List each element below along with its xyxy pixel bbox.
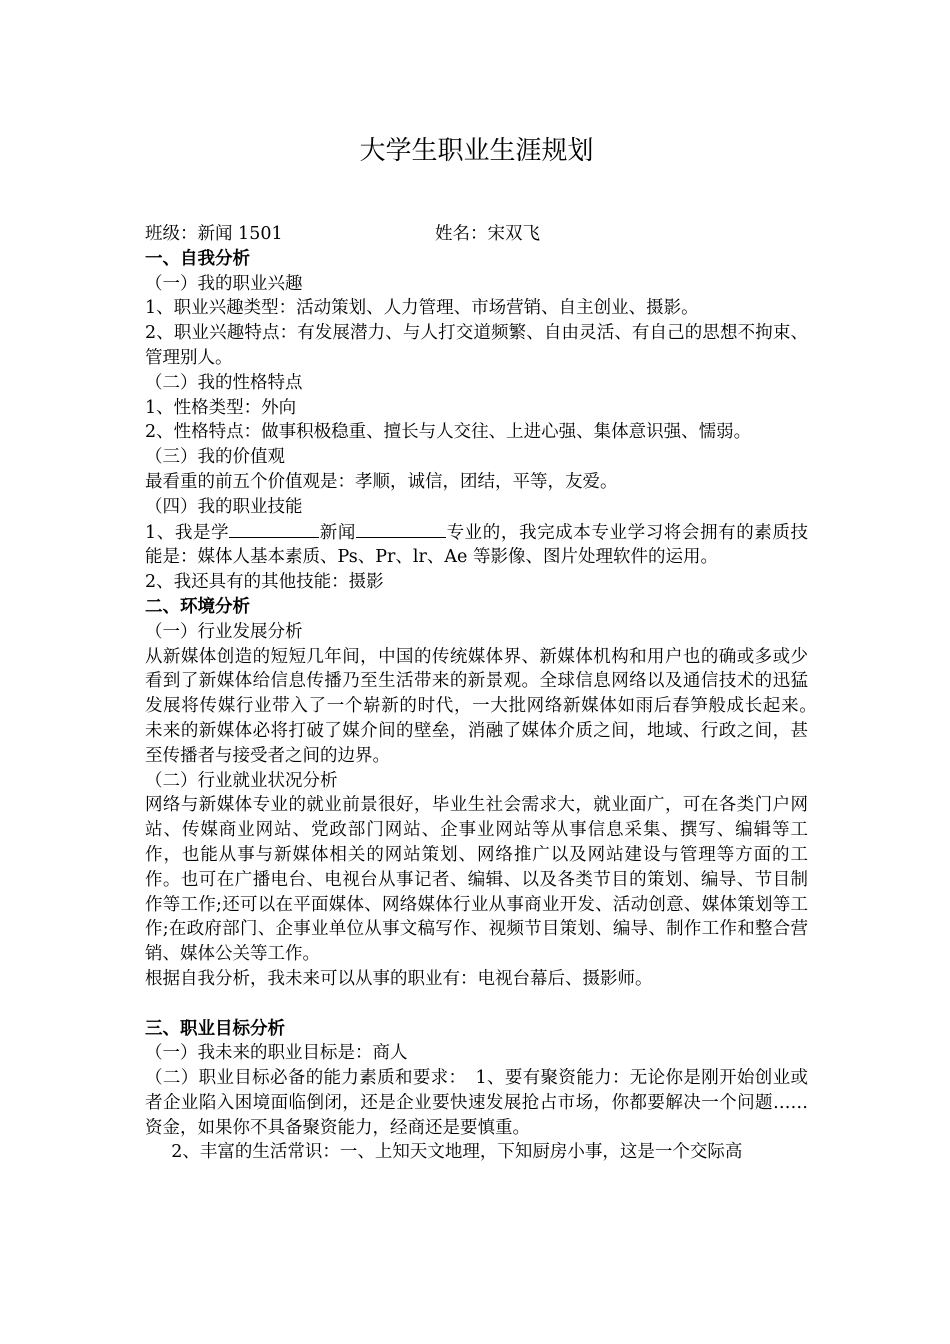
paragraph-skills — [145, 520, 808, 571]
blank-line — [145, 992, 808, 1017]
subheading-skills: （四）我的职业技能 — [145, 496, 303, 517]
paragraph: （二）职业目标必备的能力素质和要求： 1、要有聚资能力：无论你是刚开始创业或者企业陷入困境面临倒闭，还是企业要快速发展抢占市场，你都要解决一个问题……资金，如果你不具备聚资能力，经商还是要慎重。 — [145, 1068, 808, 1138]
paragraph: 2、丰富的生活常识：一、上知天文地理，下知厨房小事，这是一个交际高 — [171, 1142, 743, 1163]
subheading-goal: （一）我未来的职业目标是：商人 — [145, 1043, 408, 1064]
blank-underline — [356, 520, 446, 538]
subheading-values: （三）我的价值观 — [145, 447, 285, 468]
blank-underline — [229, 520, 319, 538]
paragraph: 网络与新媒体专业的就业前景很好，毕业生社会需求大，就业面广，可在各类门户网站、传媒商业网站、党政部门网站、企事业网站等从事信息采集、撰写、编辑等工作，也能从事与新媒体相关的网站策划、网络推广以及网站建设与管理等方面的工作。也可在广播电台、电视台从事记者、编辑、以及各类节目的策划、编导、节目制作等工作;还可以在平面媒体、网络媒体行业从事商业开发、活动创意、媒体策划等工作;在政府部门、企事业单位从事文稿写作、视频节目策划、编导、制作工作和整合营销、媒体公关等工作。 — [145, 795, 808, 965]
subheading-personality: （二）我的性格特点 — [145, 372, 303, 393]
paragraph: 1、职业兴趣类型：活动策划、人力管理、市场营销、自主创业、摄影。 — [145, 298, 699, 319]
skills-rest: 专业的，我完成本专业学习将会拥有的素质技能是：媒体人基本素质、Ps、Pr、lr、Ae 等影像、图片处理软件的运用。 — [145, 522, 809, 568]
section-heading-self-analysis: 一、自我分析 — [145, 248, 250, 269]
paragraph: 最看重的前五个价值观是：孝顺，诚信，团结，平等，友爱。 — [145, 471, 618, 492]
subheading-employment: （二）行业就业状况分析 — [145, 770, 338, 791]
major-name: 新闻 — [319, 522, 356, 543]
document-body — [145, 222, 826, 1165]
paragraph: 2、职业兴趣特点：有发展潜力、与人打交道频繁、自由灵活、有自己的思想不拘束、管理别人。 — [145, 323, 808, 368]
document-title: 大学生职业生涯规划 — [359, 136, 594, 166]
section-heading-career-goal: 三、职业目标分析 — [145, 1018, 285, 1039]
paragraph: 2、性格特点：做事积极稳重、擅长与人交往、上进心强、集体意识强、懦弱。 — [145, 422, 752, 443]
skills-prefix: 1、我是学 — [145, 522, 230, 543]
paragraph: 1、性格类型：外向 — [145, 397, 297, 418]
name-label: 姓名：宋双飞 — [435, 224, 540, 244]
paragraph: 根据自我分析，我未来可以从事的职业有：电视台幕后、摄影师。 — [145, 968, 653, 989]
subheading-industry: （一）行业发展分析 — [145, 621, 303, 642]
paragraph: 2、我还具有的其他技能：摄影 — [145, 572, 384, 593]
class-label: 班级：新闻 1501 — [145, 224, 283, 244]
paragraph: 从新媒体创造的短短几年间，中国的传统媒体界、新媒体机构和用户也的确或多或少看到了新媒体给信息传播乃至生活带来的新景观。全球信息网络以及通信技术的迅猛发展将传媒行业带入了一个崭新的时代，一大批网络新媒体如雨后春笋般成长起来。 未来的新媒体必将打破了媒介间的壁垒，消融了媒体介质之间，地域、行政之间，甚至传播者与接受者之间的边界。 — [145, 646, 826, 766]
subheading-interest: （一）我的职业兴趣 — [145, 273, 303, 294]
section-heading-environment: 二、环境分析 — [145, 596, 250, 617]
student-info — [145, 222, 808, 247]
